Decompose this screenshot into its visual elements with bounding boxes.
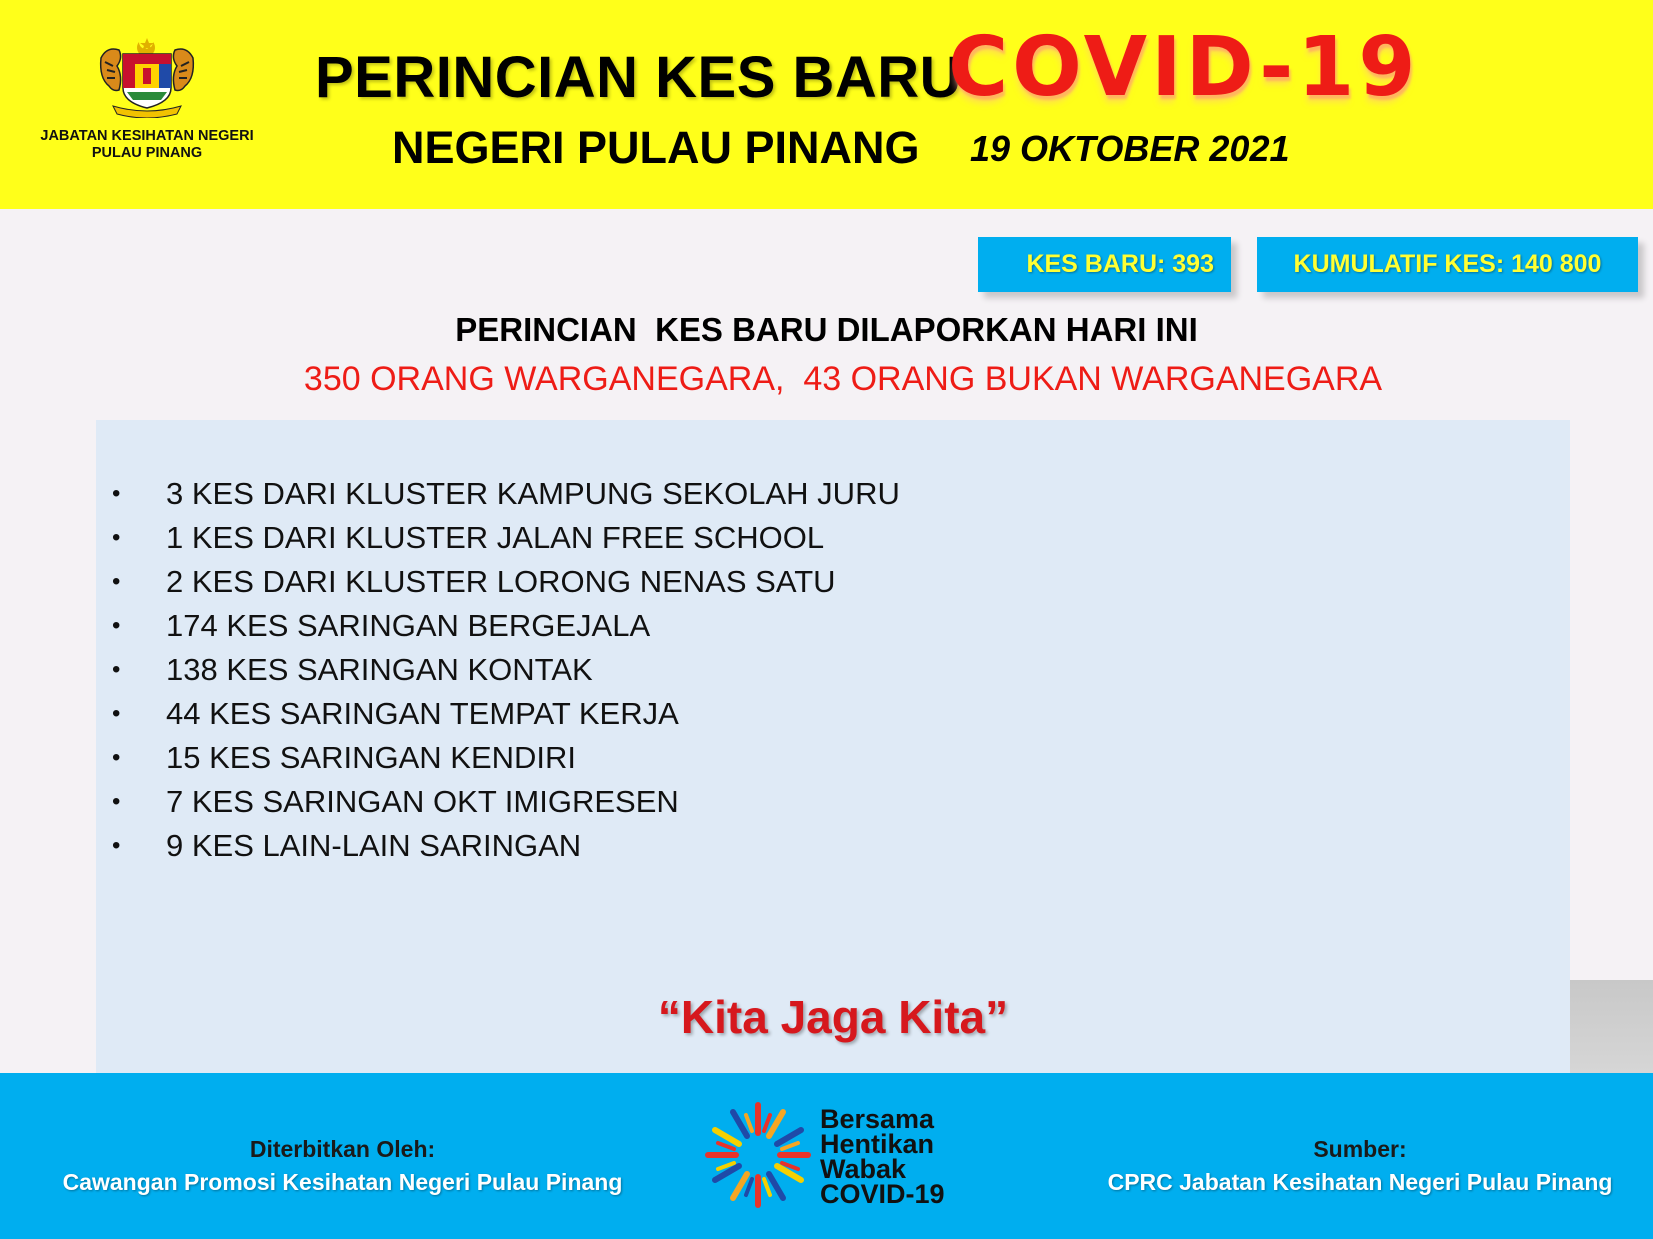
list-item (96, 604, 900, 648)
slogan: “Kita Jaga Kita” (657, 991, 1009, 1043)
cumulative-cases-badge (1257, 237, 1638, 292)
list-item-text: 174 KES SARINGAN BERGEJALA (166, 608, 651, 643)
source-label: Sumber: (1313, 1136, 1407, 1162)
bullet-icon: • (112, 524, 121, 551)
footer-bar (0, 1073, 1653, 1239)
publisher-label: Diterbitkan Oleh: (249, 1136, 436, 1162)
bullet-icon: • (112, 788, 121, 815)
campaign-line3: Wabak (820, 1154, 907, 1184)
list-item-text: 44 KES SARINGAN TEMPAT KERJA (166, 696, 679, 731)
bullet-icon: • (112, 700, 121, 727)
coat-of-arms-icon (87, 36, 207, 118)
list-item (96, 516, 900, 560)
bullet-icon: • (112, 612, 121, 639)
campaign-line2: Hentikan (820, 1129, 935, 1159)
list-item-text: 15 KES SARINGAN KENDIRI (166, 740, 577, 775)
logo-text-line1: JABATAN KESIHATAN NEGERI (40, 128, 254, 144)
bullet-icon: • (112, 480, 121, 507)
bullet-icon: • (112, 744, 121, 771)
list-item-text: 2 KES DARI KLUSTER LORONG NENAS SATU (166, 564, 836, 599)
list-item (96, 472, 900, 516)
covid-title: COVID-19 (948, 20, 1420, 115)
new-cases-text: KES BARU: 393 (1026, 250, 1214, 278)
citizenship-breakdown: 350 ORANG WARGANEGARA, 43 ORANG BUKAN WARGANEGARA (303, 360, 1383, 398)
decorative-strip (1570, 980, 1653, 1073)
state-title: NEGERI PULAU PINANG (392, 122, 920, 173)
logo-text-line2: PULAU PINANG (91, 145, 203, 161)
source-name: CPRC Jabatan Kesihatan Negeri Pulau Pinang (1107, 1169, 1613, 1195)
section-heading: PERINCIAN KES BARU DILAPORKAN HARI INI (455, 311, 1198, 348)
campaign-logo (700, 1097, 970, 1217)
page-title: PERINCIAN KES BARU (315, 45, 963, 110)
list-item-text: 3 KES DARI KLUSTER KAMPUNG SEKOLAH JURU (166, 476, 900, 511)
bullet-icon: • (112, 656, 121, 683)
report-date: 19 OKTOBER 2021 (970, 128, 1290, 169)
campaign-line1: Bersama (820, 1104, 935, 1134)
list-item-text: 9 KES LAIN-LAIN SARINGAN (166, 828, 582, 863)
bullet-icon: • (112, 832, 121, 859)
list-item (96, 824, 900, 868)
covid-campaign-burst-icon (700, 1097, 816, 1213)
list-item (96, 780, 900, 824)
publisher-block (40, 1133, 645, 1199)
campaign-line4: COVID-19 (820, 1179, 945, 1209)
list-item (96, 692, 900, 736)
list-item-text: 138 KES SARINGAN KONTAK (166, 652, 593, 687)
source-block (1095, 1133, 1625, 1199)
list-item (96, 736, 900, 780)
case-list (96, 472, 900, 868)
publisher-name: Cawangan Promosi Kesihatan Negeri Pulau Pinang (62, 1169, 623, 1195)
new-cases-badge (978, 237, 1231, 292)
case-details-panel (96, 420, 1570, 1073)
list-item-text: 1 KES DARI KLUSTER JALAN FREE SCHOOL (166, 520, 825, 555)
list-item-text: 7 KES SARINGAN OKT IMIGRESEN (166, 784, 679, 819)
bullet-icon: • (112, 568, 121, 595)
header-banner (0, 0, 1653, 209)
agency-logo (22, 36, 272, 162)
list-item (96, 648, 900, 692)
cumulative-cases-text: KUMULATIF KES: 140 800 (1293, 250, 1602, 278)
list-item (96, 560, 900, 604)
